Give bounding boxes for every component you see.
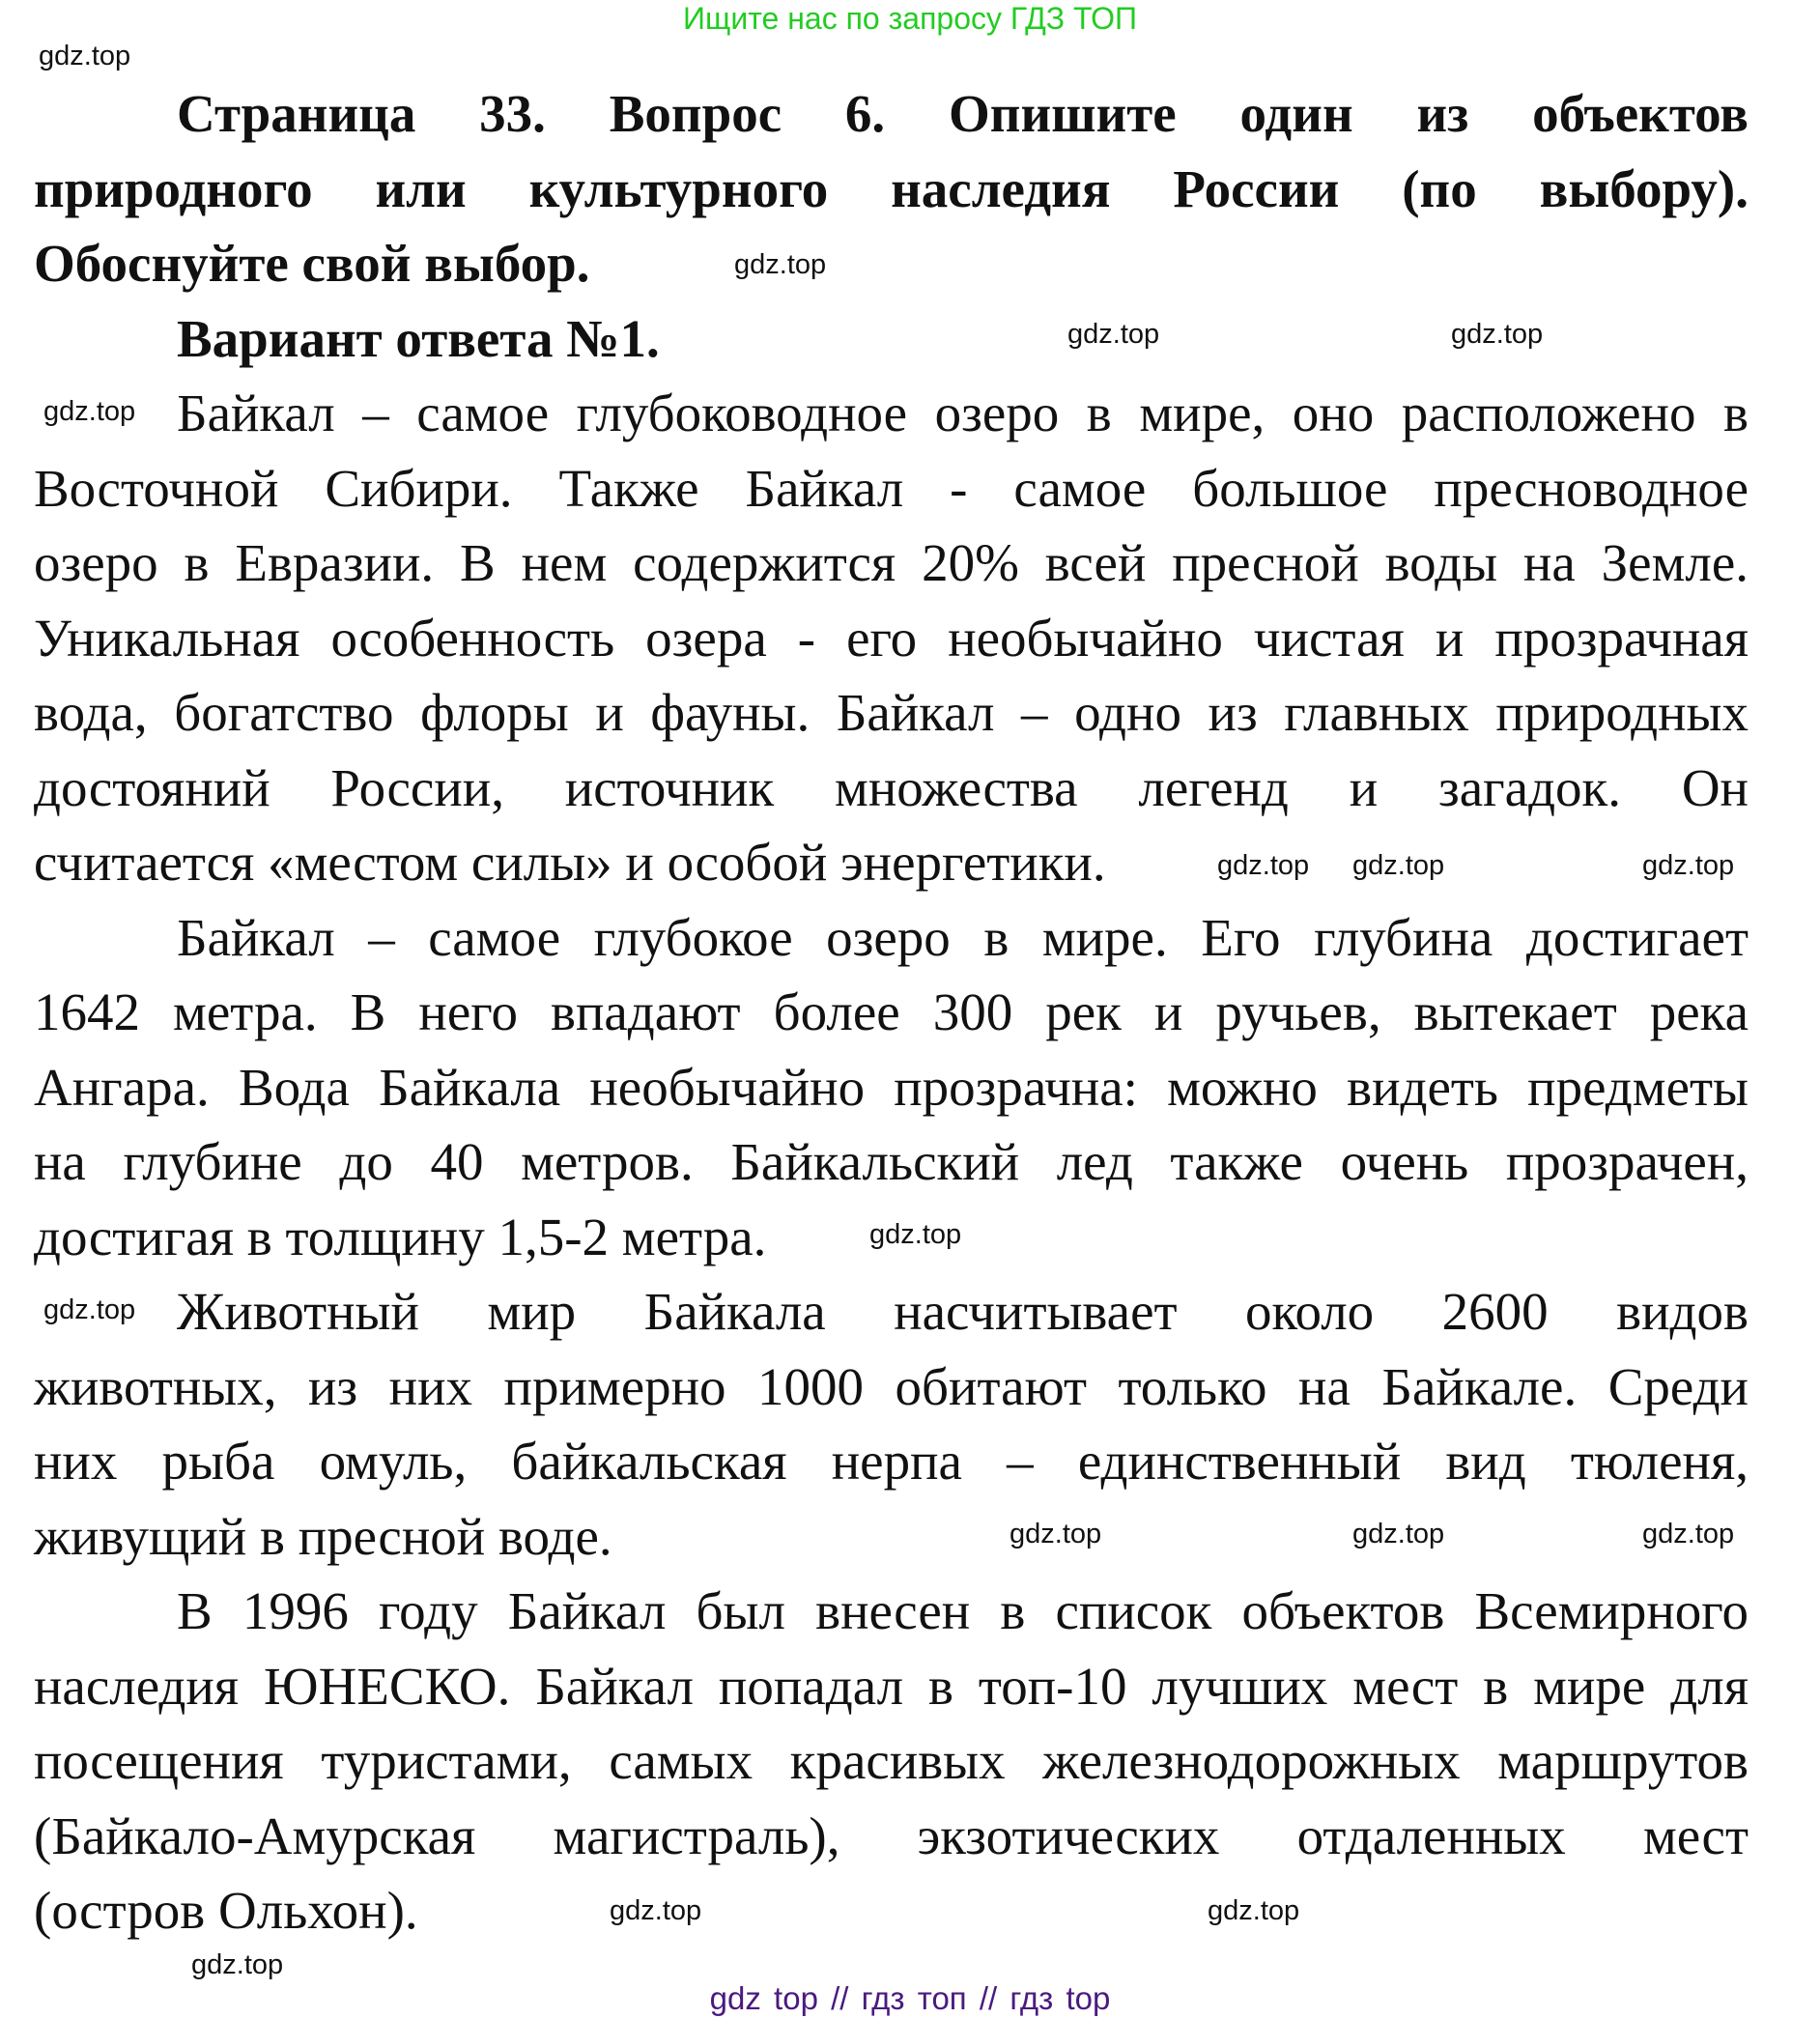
answer-content <box>34 76 1749 1948</box>
paragraph-line: В 1996 году Байкал был внесен в список объектов Всемирного <box>177 1581 1749 1640</box>
paragraph-line: достояний России, источник множества легенд и загадок. Он <box>34 757 1749 817</box>
paragraph-line: считается «местом силы» и особой энергетики. <box>34 833 1106 892</box>
paragraph-line: наследия ЮНЕСКО. Байкал попадал в топ-10 лучших мест в мире для <box>34 1656 1749 1716</box>
paragraph-line: Восточной Сибири. Также Байкал - самое большое пресноводное <box>34 458 1749 518</box>
watermark: gdz.top <box>1642 850 1735 881</box>
paragraph-line: посещения туристами, самых красивых железнодорожных маршрутов <box>34 1731 1749 1790</box>
search-banner[interactable]: Ищите нас по запросу ГДЗ ТОП <box>683 1 1137 36</box>
paragraph-line: Байкал – самое глубокое озеро в мире. Его глубина достигает <box>177 907 1749 967</box>
watermark: gdz.top <box>1010 1519 1102 1549</box>
watermark: gdz.top <box>191 1949 284 1980</box>
footer-links[interactable]: gdz top // гдз топ // гдз top <box>709 1980 1111 2016</box>
watermark: gdz.top <box>1217 850 1310 881</box>
watermark: gdz.top <box>43 1294 136 1325</box>
watermark: gdz.top <box>869 1219 962 1250</box>
question-title-line: Обоснуйте свой выбор. <box>34 234 590 293</box>
watermark: gdz.top <box>1352 1519 1445 1549</box>
watermark: gdz.top <box>1352 850 1445 881</box>
answer-paragraphs <box>34 376 1749 1948</box>
paragraph-line: на глубине до 40 метров. Байкальский лед также очень прозрачен, <box>34 1132 1749 1191</box>
watermark: gdz.top <box>1208 1895 1300 1926</box>
paragraph-line: 1642 метра. В него впадают более 300 рек и ручьев, вытекает река <box>34 982 1749 1041</box>
watermark: gdz.top <box>734 249 827 280</box>
paragraph-line: достигая в толщину 1,5-2 метра. <box>34 1207 767 1266</box>
paragraph-line: вода, богатство флоры и фауны. Байкал – одно из главных природных <box>34 683 1749 742</box>
watermark: gdz.top <box>43 396 136 427</box>
variant-heading: Вариант ответа №1. <box>177 308 660 368</box>
paragraph-line: Уникальная особенность озера - его необычайно чистая и прозрачная <box>34 608 1749 668</box>
watermark: gdz.top <box>610 1895 702 1926</box>
question-title-line: Страница 33. Вопрос 6. Опишите один из объектов <box>177 84 1749 143</box>
paragraph-line: Ангара. Вода Байкала необычайно прозрачна: можно видеть предметы <box>34 1057 1749 1117</box>
question-title-line: природного или культурного наследия России (по выбору). <box>34 158 1749 218</box>
watermark: gdz.top <box>1067 319 1160 350</box>
paragraph-line: (Байкало-Амурская магистраль), экзотических отдаленных мест <box>34 1805 1749 1865</box>
paragraph-line: Животный мир Байкала насчитывает около 2600 видов <box>177 1282 1749 1341</box>
paragraph-line: озеро в Евразии. В нем содержится 20% всей пресной воды на Земле. <box>34 533 1749 592</box>
paragraph-line: (остров Ольхон). <box>34 1881 418 1940</box>
watermark: gdz.top <box>1451 319 1544 350</box>
paragraph-line: живущий в пресной воде. <box>34 1506 612 1566</box>
paragraph-line: Байкал – самое глубоководное озеро в мире, оно расположено в <box>177 384 1749 442</box>
watermark: gdz.top <box>1642 1519 1735 1549</box>
paragraph-line: животных, из них примерно 1000 обитают только на Байкале. Среди <box>34 1356 1749 1416</box>
paragraph-line: них рыба омуль, байкальская нерпа – единственный вид тюленя, <box>34 1432 1749 1491</box>
watermark: gdz.top <box>39 41 131 71</box>
